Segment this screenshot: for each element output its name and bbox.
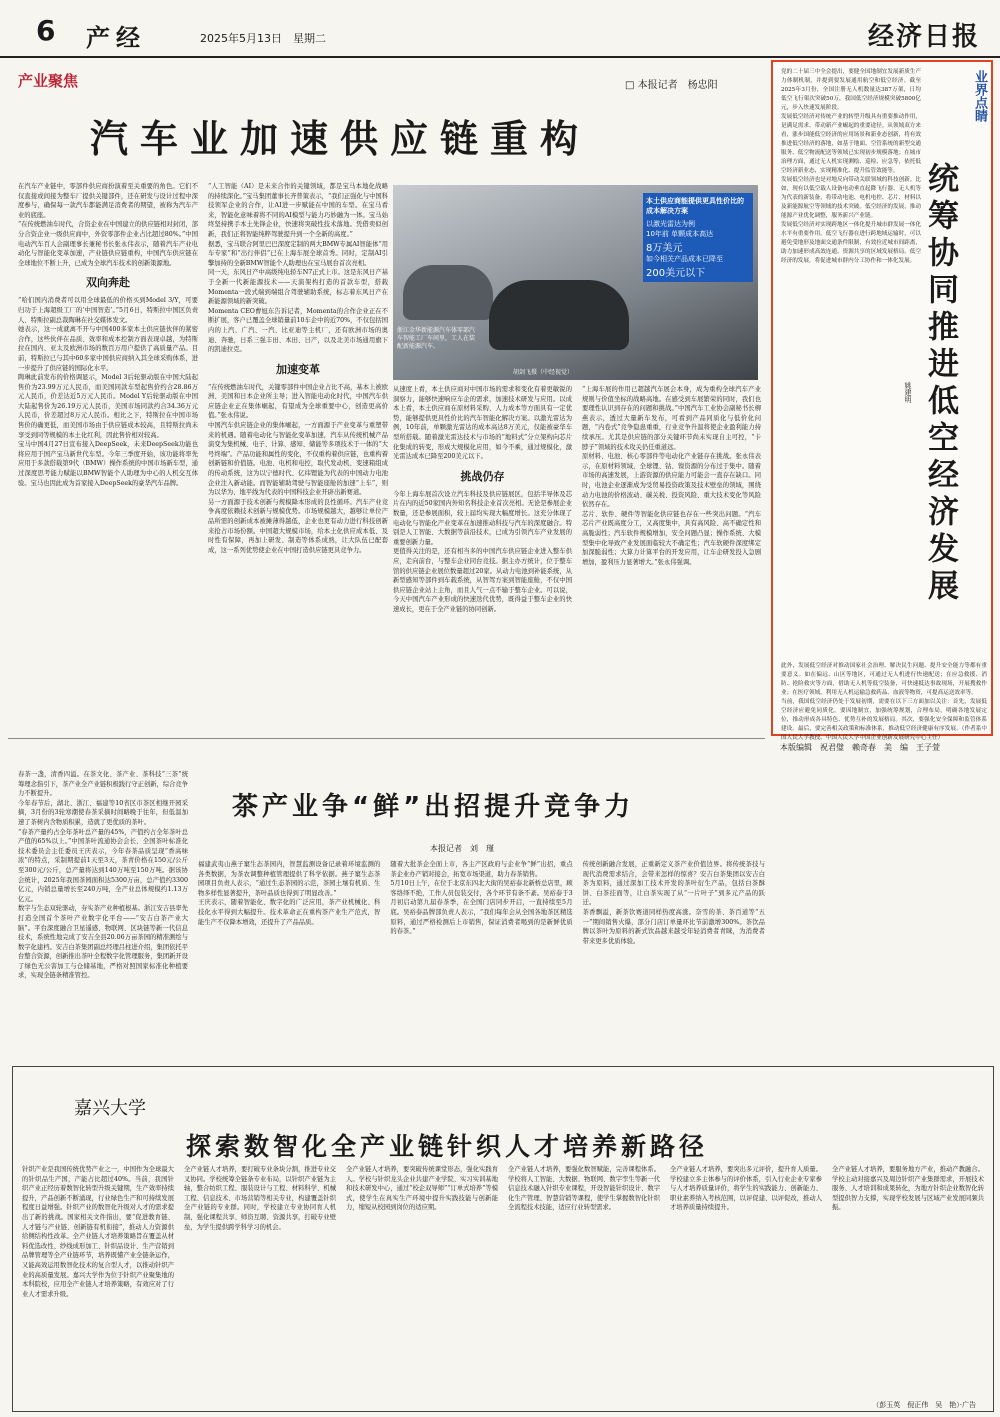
ad-credit: （彭玉英 倪正伟 吴 艳）·广告	[872, 1401, 976, 1409]
editors-credit: 本版编辑 祝君璧 赖奇春 美 编 王子萱	[780, 743, 940, 752]
headline: 茶产业争“鲜”出招提升竞争力	[232, 792, 635, 822]
paragraph: 据悉，宝马联合阿里巴巴深度定制的两大BMW专属AI智能体“用车专家”和“出行伴侣”已在上海车展全球首秀。同时，定制AI引擎加持的全新BMW智能个人助理也在宝马展台首次亮相。	[208, 240, 388, 267]
callout-line: 10年前 单颗成本高达	[646, 230, 714, 238]
paragraph: 针织产业是我国传统优势产业之一，中国作为全球最大的针织品生产国，产能占比超过40%。当前，我国针织产业正经历着数智化转型升级关键期，生产效率持续提升，产品创新不断涌现，行业绿色生产和可持续发展程度日益增强。针织产业的数智化升级对人才的需求提出了新的挑战。国家相关文件指出，要“促进教育链、人才链与产业链、创新链有机衔接”，推动人力资源供给侧结构性改革。全产业链人才培养策略旨在覆盖从材料优选改性、纱线成形加工、针织品设计、生产营销到品牌管理等全产业链环节，培养既懂产业全链条运作，又能高效运用数智化技术的复合型人才，以推动针织产业的高质量发展。嘉兴大学作为位于针织产业聚集地的本科院校，应用全产业链人才培养策略，有效应对了行业人才需求升级。	[22, 1166, 174, 1298]
sidebar-title: 统筹协同推进低空经济发展	[922, 162, 958, 606]
article-column	[18, 770, 188, 1058]
headline: 探索数智化全产业链针织人才培养新路径	[186, 1132, 709, 1161]
article-column	[390, 860, 572, 1058]
callout-title: 本土供应商能提供更具性价比的成本解决方案	[646, 197, 744, 215]
paragraph: 发展低空经济对传统产业的转型升级具有重要推动作用，是满足需求、带动新产业崛起的重要途径。从领域双方来看，涨步国能低空经济的应用场景和新业态创新，将有效推进低空经济的落地，如基于地面、空管系统的新型交通服务、低空物流配送等领域已实现初步规模落地；在城市治理方面，通过无人机实现测绘、巡检、应急等，依托低空经济新业态，实现精准化、提升监管效能等。	[781, 114, 921, 174]
paragraph: 茶香飘溢，新茶饮赛道同样热度高涨。奈雪的茶、茶百道等“五一”期间销售火爆，部分门店订单量环比节前激增300%。茶饮品牌以茶叶为原料的新式饮品越来越受年轻消费者青睐，为消费者带来更多优质体验。	[582, 908, 765, 945]
headline: 汽车业加速供应链重构	[90, 117, 591, 161]
paragraph: 芯片、软件、硬件等智能化供应链也存在一些突出问题。“汽车芯片产业既高度分工，又高度集中，具有高风险、高不确定性和高脆弱性；汽车软件规模增加，安全问题凸显；操作系统、大模型集中化导致产业发展面临较大不确定性；汽车软硬件深度绑定加深脆弱性；大算力计算平台的开发应用，让车企研发投入急剧增加，盈利压力显著增大。”张永伟强调。	[582, 510, 761, 566]
callout-line: 200美元以下	[646, 268, 706, 279]
paragraph: 发展低空经济也是对地反向带动关联领域的科技创新。比如，现有以低空载人设备电动垂直起降飞行器、无人机等为代表的新装备，将带动电池、电机电控、芯片、材料以及新能源航空等领域的技术突破。低空经济的发展，推动能源产业优化调整，服务新兴产业链。	[781, 177, 921, 219]
paragraph: 全产业链人才培养，要突破传统课堂形态，强化实践育人。学校与针织龙头企业共建产业学院、实习实训基地和技术研发中心，通过“校企双导师”“订单式培养”等模式，使学生在真实生产环境中提升实践技能与创新能力，缩短从校园到岗位的适应期。	[346, 1166, 498, 1212]
article-column	[184, 1165, 336, 1397]
paragraph: “人工智能（AI）是未来合作的关键领域，都是宝马本地化战略的持续深化。”宝马集团董事长齐普策表示，“我们正强化与中国科技领军企业的合作，让AI进一步赋能在中国的车型。在宝马看来，智能化意味着将不同的AI模型与能力巧妙融为一体。宝马始终坚持携手本土先锋企业，快速将突破性技术落地。凭借卖似创新，我们正将智能纯粹驾驶提升到一个全新的高度。”	[208, 183, 388, 238]
article-column	[346, 1165, 498, 1397]
paragraph: 今年春节后，湖北、浙江、福建等10省区市茶区相继开园采摘，3月份的3轮寒潮使春茶采摘时间略晚于往年，但低温加速了茶树内含物质积累，造就了更优质的茶叶。	[18, 799, 188, 826]
sidebar-author: 姚建明	[904, 382, 912, 403]
article-column	[208, 182, 388, 737]
byline: □ 本报记者 杨忠阳	[625, 80, 718, 91]
column-tag: 产业聚焦	[18, 72, 79, 90]
article-columns	[22, 1165, 984, 1397]
news-photo	[393, 185, 758, 380]
article-column	[393, 385, 572, 737]
subhead: 加速变革	[276, 362, 320, 376]
article-column	[18, 182, 198, 737]
paragraph: 福建武夷山燕子窠生态茶园内，智慧监测设备记录着环境监测的各类数据，为茶农调整种植管理提供了科学依据。燕子窠生态茶园项目负责人表示，“通过生态茶园的示范，茶园土壤有机质、生物多样性显著提升，茶叶品质也得到了明显改善。”	[198, 861, 381, 897]
callout-line: 8万美元	[646, 243, 683, 254]
paragraph: 宝马中国4月27日宣布接入DeepSeek，未来DeepSeek功能也将应用于国产宝马新世代车型。今年三季度开始，该功能将率先应用于多款搭载第9代（BMW）操作系统的中国市场新车型，通过深度思考能力赋能以BMW智能个人助理为中心的人机交互体验。宝马也因此成为首家接入DeepSeek的豪华汽车品牌。	[18, 441, 198, 487]
section-title: 产经	[86, 23, 146, 52]
paragraph: 当前，我国低空经济仍处于发展初期，需要在以下三方面加以关注：首先，发展低空经济应避免同质化。要因地制宜，加强统筹规划，合理布局，明确各地发展定位，推动形成各具特色、优势互补的发展格局。其次，要强化安全保障和监管体系建设。最后，要完善相关政策和标准体系，推动低空经济健康有序发展。（作者系中国人民大学教授、中国人民大学中国企业创新发展研究中心主任）	[781, 699, 987, 741]
paragraph: 她表示，这一成就离不开与中国400多家本土供应链伙伴的紧密合作，这些伙伴在品质、效率和成本控制方面表现卓越，为特斯拉在国内、亚太及欧洲市场的数百万用户提供了高质量产品。目前，特斯拉已与其中60多家中国供应商纳入其全球采购体系，进一步提升了供应链的国际化水平。	[18, 326, 198, 372]
article-columns	[18, 182, 388, 737]
paragraph: 王庆表示，随着智能化、数字化的广泛应用，茶产业机械化、科技化水平得到大幅提升。技术革命正在重构茶产业生产范式，智能生产不仅降本增效，还提升了产品品质。	[198, 899, 381, 926]
paragraph: 陶琳此前发布的价格调显示，Model 3后轮驱动版在中国大陆起售价为23.99万元人民币，而美国同款车型起售价约合28.86万元人民币，价差达近5万元人民币。Model Y后轮驱动版在中国大陆起售价为26.19万元人民币，美国市场同款约合34.36万元人民币，价差超过8万元人民币。相比之下，特斯拉在中国市场售价的确更低，而美国市场由于供应链成本较高，且特斯拉尚未享受到同等规模的本土化红利，因此售价相对较高。	[18, 374, 198, 439]
article-column	[832, 1165, 984, 1397]
paragraph: “春茶产量约占全年茶叶总产量的45%，产值约占全年茶叶总产值的65%以上。”中国茶叶流通协会会长、全国茶叶标准化技术委员会主任委员王庆表示，今年春茶品质呈现“香高味浓”的特点，采制期提前1天至3天，茶青价格在150元/公斤至300元/公斤，总产量将达到140万吨至150万吨。据该协会统计，2025年我国茶园面积达5300万亩，总产值约3300亿元，内销总量增长至240万吨，全产业总体规模约1.13万亿元。	[18, 828, 188, 903]
photo-credit: 胡剑飞摄（中经视觉）	[513, 369, 574, 376]
subhead: 挑战仍存	[460, 469, 505, 483]
sidebar-body	[781, 68, 921, 658]
paragraph: 发展低空经济对实现跨地区一体化提升城市群发展一体化水平有重要作用。低空飞行器在进行跨地域运输时，可以避免受地形及地面交通条件限制，有效拉近城市间距离，助力加速形成高效连通、资源共享的区域发展格局。低空经济的发展，将促进城市群内分工协作和一体化发展。	[781, 222, 921, 264]
paragraph: 全产业链人才培养，要突出多元评价，提升育人质量。学校建立多主体参与的评价体系，引入行业企业专家参与人才培养质量评价，将学生的实践能力、创新能力、职业素养纳入考核范围，以评促建、以评促改，推动人才培养质量持续提升。	[670, 1166, 822, 1212]
masthead	[0, 0, 1000, 58]
paragraph: Momenta CEO曹旭东告诉记者，Momenta的合作企业正在不断扩展，客户已覆盖全球销量前10车企中的近70%，不仅包括国内的上汽、广汽、一汽、比亚迪等主机厂，还有欧洲市场的奥迪、奔驰，日系三强丰田、本田、日产，以及北美市场通用旗下的凯迪拉克。	[208, 307, 388, 354]
article-column	[198, 860, 380, 1058]
sidebar-commentary	[771, 60, 993, 741]
paper-logo: 经济日报	[867, 22, 980, 52]
paragraph: 春茶一盏，清香四溢。在茶文化、茶产业、茶科技“三茶”统筹理念指引下，茶产业全产业链积极践行守正创新，综合竞争力不断提升。	[18, 771, 189, 798]
paragraph: 今年上海车展首次设立汽车科技及供应链展区，包括半导体及芯片在内的近50家国内外知名科技企业首次亮相。无论是参展企业数量，还是参展面积，较上届均实现大幅度增长。这充分体现了电动化与智能化产业变革在加速推动科技与汽车的深度融合。特别是人工智能、大数据等前沿技术，已成为引领汽车产业发展的重要创新力量。	[393, 490, 572, 546]
car-shape	[403, 265, 493, 320]
car-shape	[489, 280, 629, 350]
article-columns	[198, 860, 765, 1058]
sidebar-tag: 业界点睛	[972, 70, 987, 122]
article-column	[583, 860, 765, 1058]
paragraph: 全产业链人才培养，要服务地方产业，推动产教融合。学校主动对接嘉兴及周边针织产业集群需求，开展技术服务、人才培训和成果转化，为地方针织企业数智化转型提供智力支撑，实现学校发展与区域产业发展同频共振。	[832, 1166, 984, 1212]
institution-name: 嘉兴大学	[74, 1098, 146, 1119]
paragraph: 中国汽车供应链企业的集体崛起，一方面源于产业变革与重塑带来的机遇。随着电动化与智能化变革加速，汽车从传统机械产品演变为集机械、电子、计算、感知、储能等多项技术于一体的“大号终端”。产品功能和属性的变化，不仅重构着供应链，也重构着创新链和价值链。电池、电机和电控，取代发动机、变速箱组成的传动系统，这为以宁德时代、亿纬锂能为代表的中国动力电池企业注入新动能。而智能辅助驾驶与智能座舱的加速“上车”，则为以华为、地平线为代表的中国科技企业开辟出新赛道。	[208, 422, 388, 497]
paragraph: 党的二十届三中全会提出，要健全国地制宜发展新质生产力体制机制，并提到要发展通用航空和低空经济。截至2025年3月份，全国注册无人机数量达387万架，日均低空飞行架次突破50万，我国低空经济规模突破5800亿元，步入快速发展阶段。	[781, 69, 921, 111]
paragraph: 全产业链人才培养，要打破专业条块分割，推进专业交叉协同。学校统筹全链条专业布局，以针织产业链为主轴，整合纺织工程、服装设计与工程、材料科学、机械工程、信息技术、市场营销等相关专业，构建覆盖针织全产业链的专业群。同时，学校建立专业协同育人机制，强化课程共享、师资互聘、资源共享，打破专业壁垒，为学生提供跨学科学习的机会。	[184, 1166, 336, 1231]
callout-line: 如今相关产品成本已降至	[646, 255, 723, 263]
paragraph: 5月10日上午，在位于北京东四北大街的吴裕泰北新桥总店里，顾客络绎不绝，工作人员包装交付，各个环节有条不紊。吴裕泰于3月初启动第九届春茶季，在全国门店同步开启，一直持续至5月底。吴裕泰品牌部负责人表示，“我们每年会从全国各地茶区精选原料，通过严格检测后上市销售，保证消费者喝到的是新鲜优质的春茶。”	[390, 880, 573, 936]
divider	[8, 738, 765, 739]
paragraph: 另一方面源于技术创新与规模降本形成的良性循环。汽车产业竞争高度依赖技术创新与规模优势。市场规模越大，越够让单位产品所需的创新成本被摊薄得越低，企业也更有动力进行科技创新来抢占市场份额。中国超大规模市场，给本土化供应成本低、及时性有保障，再加上研发、制造等体系成熟，让大队伍已配套成，这一系列优势使企业在中国打造供应链更具竞争力。	[208, 498, 388, 554]
paragraph: 原材料、电池、核心零部件等电动化产业链存在挑战。张永伟表示，在原材料领域，全球锂、钴、镍资源的分布过于集中。随着市场的高速发展，上游资源的供应能力可能会一直存在缺口。同时，电池企业逐渐成为受贸易投资政策及技术壁垒的领域，围绕动力电池的价格波动、碳关税、投资风险、重大技术变化等风险依然存在。	[582, 453, 761, 509]
photo-caption: 浙江金华新能源汽车体零部汽车智能工厂车间里，工人在装配新能源汽车。	[397, 327, 476, 350]
paragraph: “上海车展的作用已超越汽车展会本身，成为重构全球汽车产业规则与价值坐标的战略高地。在感受到车展繁荣的同时，我们也要理性认识到存在的问题和挑战。”中国汽车工业协会副秘书长柳燕表示，透过大量新车发布，可看到产品同质化与低价化问题，“内卷式”竞争隐患重重，行业竞争升温将使企业盈利能力持续承压。尤其是供应链的部分关键环节尚未实现自主可控，“卡脖子”领域的技术攻关仍任重道远。	[582, 386, 761, 451]
paragraph: 传统创新融合发展，正重新定义茶产业价值边界。将传统茶技与现代消费需求结合，会带来怎样的惊喜？安吉白茶集团以安吉白茶为原料，通过深加工技术开发的茶叶衍生产品，包括白茶酥饼、白茶挂面等，让白茶实现了从“一片叶子”到多元产品的跃迁。	[582, 861, 765, 907]
paragraph: 数字与生态双轮驱动，夯实茶产业种植根基。浙江安吉县率先打造全国首个茶叶产业数字化平台——“安吉白茶产业大脑”。平台深度融合卫星遥感、物联网、区块链等新一代信息技术，系统性地完成了安吉全县20.06万亩茶园的精准测绘与数字化建档。安吉白茶集团副总经理吕柱进介绍，集团依托平台整合资源，创新推出茶叶全程数字化管理服务，集团新开设了绿色无公害加工与仓储基地，严格对照国家标准化种植要求，实现全链条精准管控。	[18, 905, 189, 980]
article-column	[582, 385, 761, 737]
article-columns	[393, 385, 761, 737]
paragraph: “在传统燃油车时代，关键零部件中国企业占比不高，基本上被欧洲、美国和日本企业所主导；进入智能电动化时代，中国汽车供应链企业正在集体崛起，有望成为全球重要中心，创造更高价值。”张永伟说。	[208, 383, 388, 420]
paragraph: 此外，发展低空经济对推动国家社会治理、解决民生问题、提升安全能力等都有重要意义。如在偏远、山区等地区，可通过无人机进行快递配送；在应急救援、消防、抢险救灾等方面，借助无人机等低空装备，可快速抵达事故现场，开展搜救作业；在医疗领域，利用无人机运输急救药品、血液等物资，可提高运送效率等。	[781, 663, 987, 696]
article-column	[508, 1165, 660, 1397]
article-column	[22, 1165, 174, 1397]
photo-callout	[643, 193, 753, 282]
sidebar-body	[781, 662, 987, 741]
paragraph: “在传统燃油车时代，合资企业在中国建立的供应链相对封闭，部分合资企业一级供应商中，外资零部件企业占比超过80%。”中国电动汽车百人会副理事长兼秘书长张永伟表示，随着汽车产业电动化与智能化变革加速，产业链供应链重构，中国汽车供应链在全球地位不断上升，已成为全球汽车技术的创新策源地。	[18, 221, 198, 267]
paragraph: 从速度上看，本土供应商对中国市场的需求和变化有着更敏锐的洞察力，能够快速响应车企的需求，加速技术研发与应用。以成本上看，本土供应商在原材料采购、人力成本等方面具有一定优势，能够提供更具性价比的汽车智能化解决方案。以激光雷达为例，10年前，单颗激光雷达的成本高达8万美元，仅能被豪华车型所搭载。随着激光雷达技术与市场的“地料式”分立架构向芯片化集成的转变，形成大规模化应用，如今不乘，通过规模化，激光雷达成本已降至200美元以下。	[393, 386, 572, 461]
paragraph: “哈们国内消费者可以用全球最低的价格买到Model 3/Y，可要归功于上海超级工厂的‘中国智造’。”5月6日，特斯拉中国区负责人、特斯拉副总裁陶琳在社交媒体发文。	[18, 297, 198, 324]
article-column	[670, 1165, 822, 1397]
paragraph: 全产业链人才培养，要强化数智赋能，完善课程体系。学校将人工智能、大数据、物联网、数字孪生等新一代信息技术融入针织专业课程，开设智能针织设计、数字化生产管理、智慧营销等课程，使学生掌握数智化针织全流程技术技能，适应行业转型需求。	[508, 1166, 660, 1212]
callout-line: 以激光雷达为例	[646, 220, 695, 228]
byline: 本报记者 刘 瑾	[430, 844, 494, 853]
paragraph: 更值得关注的是，还有相当多的中国汽车供应链企业进入整车供应，走向前台，与整车企业同台竞技。据主办方统计，位于整车馆的供应链企业展位数量超过20家。从动力电池到补能系统，从新型感知等部件到车载系统，从智驾方案到智能座舱，不仅中国供应链企业站上主角，而且人气一点不输于整车企业。可以说，今天中国汽车产业形成的快速迭代优势，既得益于整车企业的快速成长，更在于全产业链的协同创新。	[393, 548, 572, 613]
paragraph: 在汽车产业链中，零部件供应商扮演着至关重要的角色。它们不仅直接或间接为整车厂提供关键部件，还在研发与设计过程中深度参与，确保每一款汽车都能满足消费者的期望，被称为汽车产业的底座。	[18, 183, 198, 219]
paragraph: 随着大批茶企全面上市，各主产区政府与企业争“鲜”出招，重点茶企业办产销对接会，拓宽市场渠道，助力春茶销售。	[390, 861, 573, 878]
issue-date: 2025年5月13日 星期二	[200, 32, 326, 45]
page-number: 6	[36, 14, 56, 47]
paragraph: 同一天，东风日产中高级纯电轿车N7正式上市。这是东风日产基于全新一代新能源技术——天演架构打造的首款车型，搭载Momenta一段式端到端组合驾驶辅助系统，标志着东风日产在新能源领域的新突破。	[208, 269, 388, 306]
subhead: 双向奔赴	[86, 276, 130, 290]
